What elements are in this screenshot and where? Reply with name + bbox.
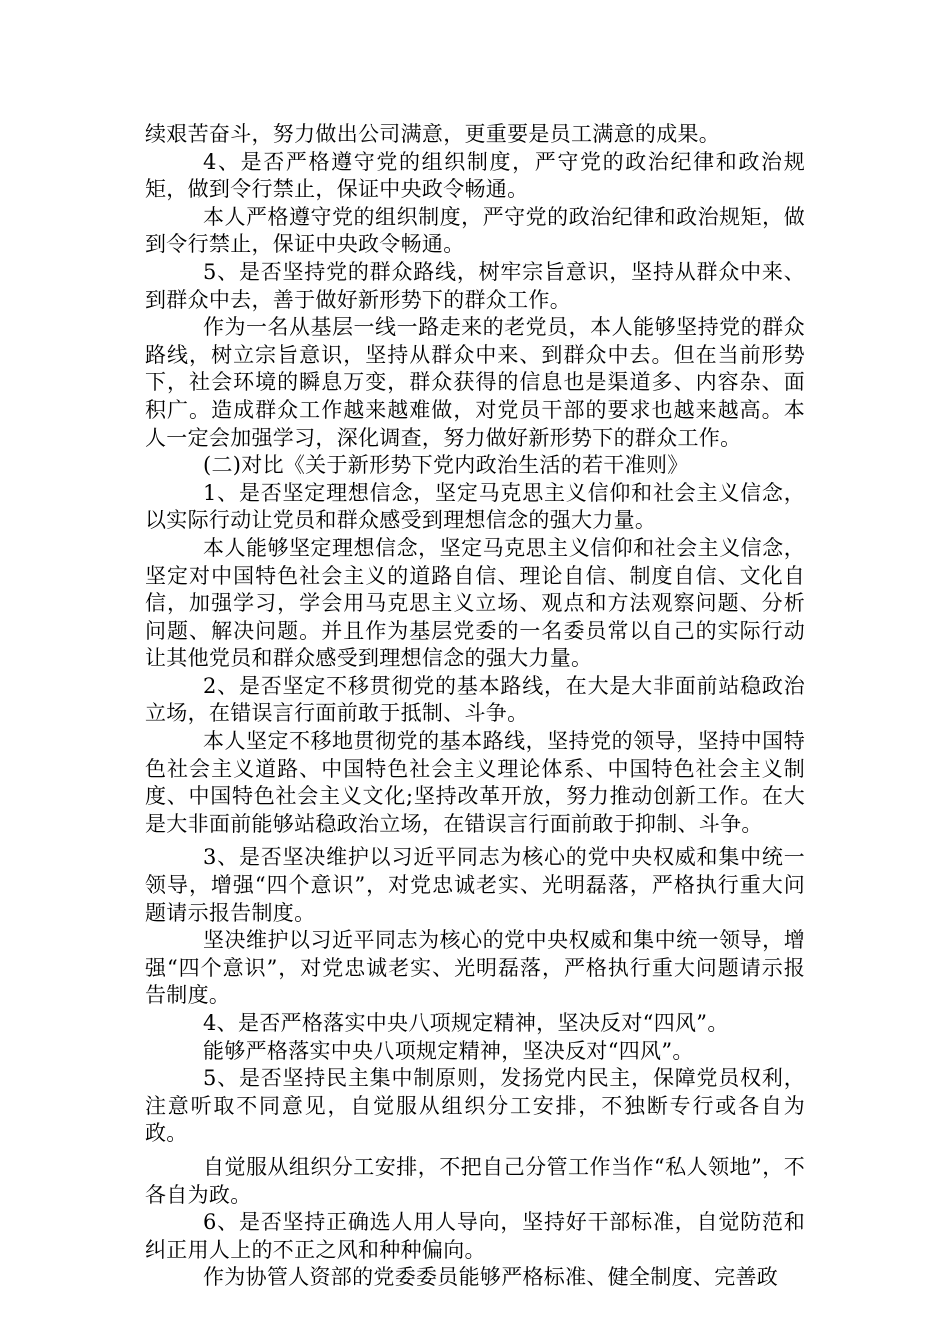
paragraph-14: 能够严格落实中央八项规定精神，坚决反对“四风”。 (203, 1038, 694, 1063)
paragraph-7: 1、是否坚定理想信念，坚定马克思主义信仰和社会主义信念，以实际行动让党员和群众感受到理想信念的强大力量。 (145, 480, 805, 533)
document-page (145, 121, 805, 1292)
section-heading: (二)对比《关于新形势下党内政治生活的若干准则》 (203, 453, 689, 478)
paragraph-11: 3、是否坚决维护以习近平同志为核心的党中央权威和集中统一领导，增强“四个意识”，对党忠诚老实、光明磊落，严格执行重大问题请示报告制度。 (145, 845, 805, 925)
paragraph-16: 自觉服从组织分工安排，不把自己分管工作当作“私人领地”，不各自为政。 (145, 1154, 805, 1207)
paragraph-8: 本人能够坚定理想信念，坚定马克思主义信仰和社会主义信念，坚定对中国特色社会主义的道路自信、理论自信、制度自信、文化自信，加强学习，学会用马克思主义立场、观点和方法观察问题、分析问题、解决问题。并且作为基层党委的一名委员常以自己的实际行动让其他党员和群众感受到理想信念的强大力量。 (145, 535, 805, 671)
paragraph-2: 4、是否严格遵守党的组织制度，严守党的政治纪律和政治规矩，做到令行禁止，保证中央政令畅通。 (145, 149, 805, 202)
paragraph-10: 本人坚定不移地贯彻党的基本路线，坚持党的领导，坚持中国特色社会主义道路、中国特色社会主义理论体系、中国特色社会主义制度、中国特色社会主义文化;坚持改革开放，努力推动创新工作。在大是大非面前能够站稳政治立场，在错误言行面前敢于抑制、斗争。 (145, 729, 805, 836)
paragraph-9: 2、是否坚定不移贯彻党的基本路线，在大是大非面前站稳政治立场，在错误言行面前敢于抵制、斗争。 (145, 673, 805, 726)
paragraph-17: 6、是否坚持正确选人用人导向，坚持好干部标准，自觉防范和纠正用人上的不正之风和种种偏向。 (145, 1210, 805, 1262)
paragraph-1: 续艰苦奋斗，努力做出公司满意，更重要是员工满意的成果。 (145, 122, 721, 146)
paragraph-4: 5、是否坚持党的群众路线，树牢宗旨意识，坚持从群众中来、到群众中去，善于做好新形势下的群众工作。 (145, 259, 805, 312)
paragraph-12: 坚决维护以习近平同志为核心的党中央权威和集中统一领导，增强“四个意识”，对党忠诚老实、光明磊落，严格执行重大问题请示报告制度。 (145, 928, 805, 1008)
paragraph-5: 作为一名从基层一线一路走来的老党员，本人能够坚持党的群众路线，树立宗旨意识，坚持从群众中来、到群众中去。但在当前形势下，社会环境的瞬息万变，群众获得的信息也是渠道多、内容杂、面积广。造成群众工作越来越难做，对党员干部的要求也越来越高。本人一定会加强学习，深化调查，努力做好新形势下的群众工作。 (145, 315, 805, 450)
paragraph-18: 作为协管人资部的党委委员能够严格标准、健全制度、完善政 (203, 1265, 779, 1290)
paragraph-13: 4、是否严格落实中央八项规定精神，坚决反对“四风”。 (203, 1011, 729, 1035)
paragraph-15: 5、是否坚持民主集中制原则，发扬党内民主，保障党员权利，注意听取不同意见，自觉服从组织分工安排，不独断专行或各自为政。 (145, 1066, 805, 1146)
paragraph-3: 本人严格遵守党的组织制度，严守党的政治纪律和政治规矩，做到令行禁止，保证中央政令畅通。 (145, 204, 805, 257)
